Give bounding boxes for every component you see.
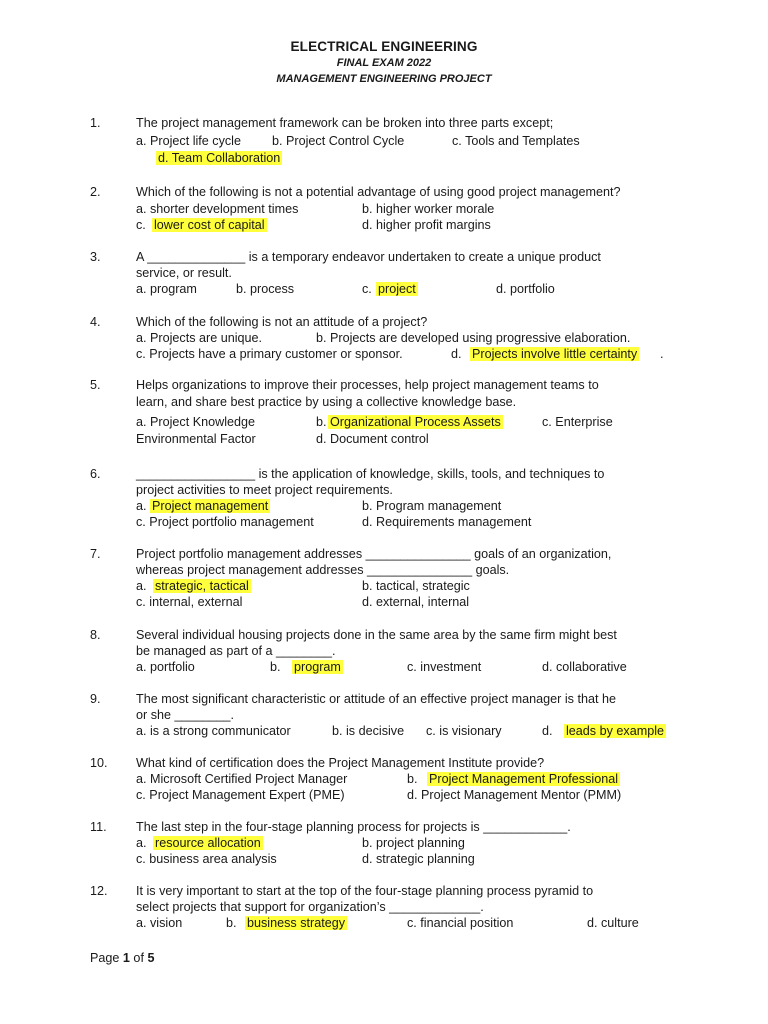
page-total: 5 [147,951,155,965]
question-number: 10. [90,756,108,770]
answer-option: . [660,347,664,361]
answer-option: c. Project Management Expert (PME) [136,788,345,802]
highlighted-answer: lower cost of capital [154,218,265,232]
answer-option: d. [451,347,462,361]
answer-option: a. Microsoft Certified Project Manager [136,772,348,786]
answer-option: c. Enterprise [542,415,613,429]
question-stem-line: be managed as part of a ________. [136,644,336,658]
question-number: 12. [90,884,108,898]
answer-option: d. portfolio [496,282,555,296]
question-stem-line: What kind of certification does the Project Management Institute provide? [136,756,545,770]
answer-option: d. Requirements management [362,515,532,529]
question-stem-line: A ______________ is a temporary endeavor undertaken to create a unique product [136,250,601,264]
answer-option: a. vision [136,916,183,930]
question-number: 4. [90,315,101,329]
exam-subtitle: FINAL EXAM 2022 [336,57,432,69]
answer-option: d. [542,724,553,738]
page-footer [90,951,154,965]
answer-option: a. Project Knowledge [136,415,256,429]
question-number: 11. [90,820,107,834]
question-stem-line: learn, and share best practice by using a collective knowledge base. [136,395,517,409]
question-number: 2. [90,185,101,199]
answer-option: c. internal, external [136,595,243,609]
question-stem-line: Which of the following is not a potential advantage of using good project management? [136,185,621,199]
question-stem-line: It is very important to start at the top of the four-stage planning process pyramid to [136,884,594,898]
highlighted-answer: Organizational Process Assets [330,415,501,429]
answer-option: c. [136,218,146,232]
question-number: 6. [90,467,101,481]
answer-option: a. Projects are unique. [136,331,263,345]
answer-option: c. business area analysis [136,852,277,866]
highlighted-answer: project [378,282,416,296]
answer-option: b. tactical, strategic [362,579,470,593]
answer-option: d. external, internal [362,595,470,609]
question-number: 8. [90,628,101,642]
answer-option: b. project planning [362,836,465,850]
highlighted-answer: d. Team Collaboration [158,151,281,165]
answer-option: c. Projects have a primary customer or sponsor. [136,347,403,361]
highlighted-answer: strategic, tactical [155,579,249,593]
answer-option: Environmental Factor [136,432,256,446]
question-stem-line: The most significant characteristic or attitude of an effective project manager is that he [136,692,616,706]
answer-option: b. [407,772,418,786]
answer-option: a. program [136,282,197,296]
answer-option: a. [136,836,147,850]
answer-option: d. higher profit margins [362,218,491,232]
answer-option: b. Program management [362,499,502,513]
answer-option: b. is decisive [332,724,405,738]
page-separator: of [129,951,148,965]
exam-title: ELECTRICAL ENGINEERING [290,39,478,54]
answer-option: b. higher worker morale [362,202,495,216]
answer-option: a. shorter development times [136,202,299,216]
question-stem-line: Which of the following is not an attitude of a project? [136,315,428,329]
question-stem-line: The last step in the four-stage planning process for projects is ____________. [136,820,571,834]
answer-option: a. [136,579,147,593]
answer-option: c. investment [407,660,482,674]
answer-option: b. [226,916,237,930]
answer-option: b. [316,415,327,429]
question-stem-line: Helps organizations to improve their processes, help project management teams to [136,378,599,392]
answer-option: d. collaborative [542,660,627,674]
highlighted-answer: resource allocation [155,836,261,850]
answer-option: a. is a strong communicator [136,724,291,738]
answer-option: b. Projects are developed using progressive elaboration. [316,331,631,345]
highlighted-answer: leads by example [566,724,665,738]
answer-option: c. is visionary [426,724,502,738]
answer-option: c. [362,282,372,296]
answer-option: d. strategic planning [362,852,475,866]
question-number: 9. [90,692,101,706]
highlighted-answer: Project Management Professional [429,772,619,786]
answer-option: d. culture [587,916,639,930]
question-stem-line: Project portfolio management addresses _______________ goals of an organization, [136,547,612,561]
question-stem-line: whereas project management addresses _______________ goals. [136,563,510,577]
answer-option: a. portfolio [136,660,195,674]
answer-option: a. Project life cycle [136,134,241,148]
question-stem-line: or she ________. [136,708,235,722]
question-number: 1. [90,116,101,130]
question-stem-line: Several individual housing projects done in the same area by the same firm might best [136,628,617,642]
question-stem-line: _________________ is the application of knowledge, skills, tools, and techniques to [136,467,605,481]
page-current: 1 [122,951,130,965]
answer-option: c. financial position [407,916,514,930]
answer-option: a. [136,499,147,513]
answer-option: b. process [236,282,295,296]
answer-option: d. Project Management Mentor (PMM) [407,788,622,802]
answer-option: c. Project portfolio management [136,515,314,529]
highlighted-answer: business strategy [247,916,346,930]
question-number: 3. [90,250,101,264]
highlighted-answer: program [294,660,341,674]
question-stem-line: select projects that support for organization’s _____________. [136,900,484,914]
page-prefix: Page [90,951,123,965]
question-stem-line: The project management framework can be broken into three parts except; [136,116,554,130]
question-stem-line: project activities to meet project requirements. [136,483,393,497]
question-stem-line: service, or result. [136,266,232,280]
question-number: 7. [90,547,101,561]
answer-option: c. Tools and Templates [452,134,580,148]
answer-option: b. Project Control Cycle [272,134,405,148]
question-number: 5. [90,378,101,392]
course-title: MANAGEMENT ENGINEERING PROJECT [276,73,492,85]
highlighted-answer: Projects involve little certainty [472,347,638,361]
answer-option: b. [270,660,281,674]
highlighted-answer: Project management [152,499,269,513]
answer-option: d. Document control [316,432,429,446]
